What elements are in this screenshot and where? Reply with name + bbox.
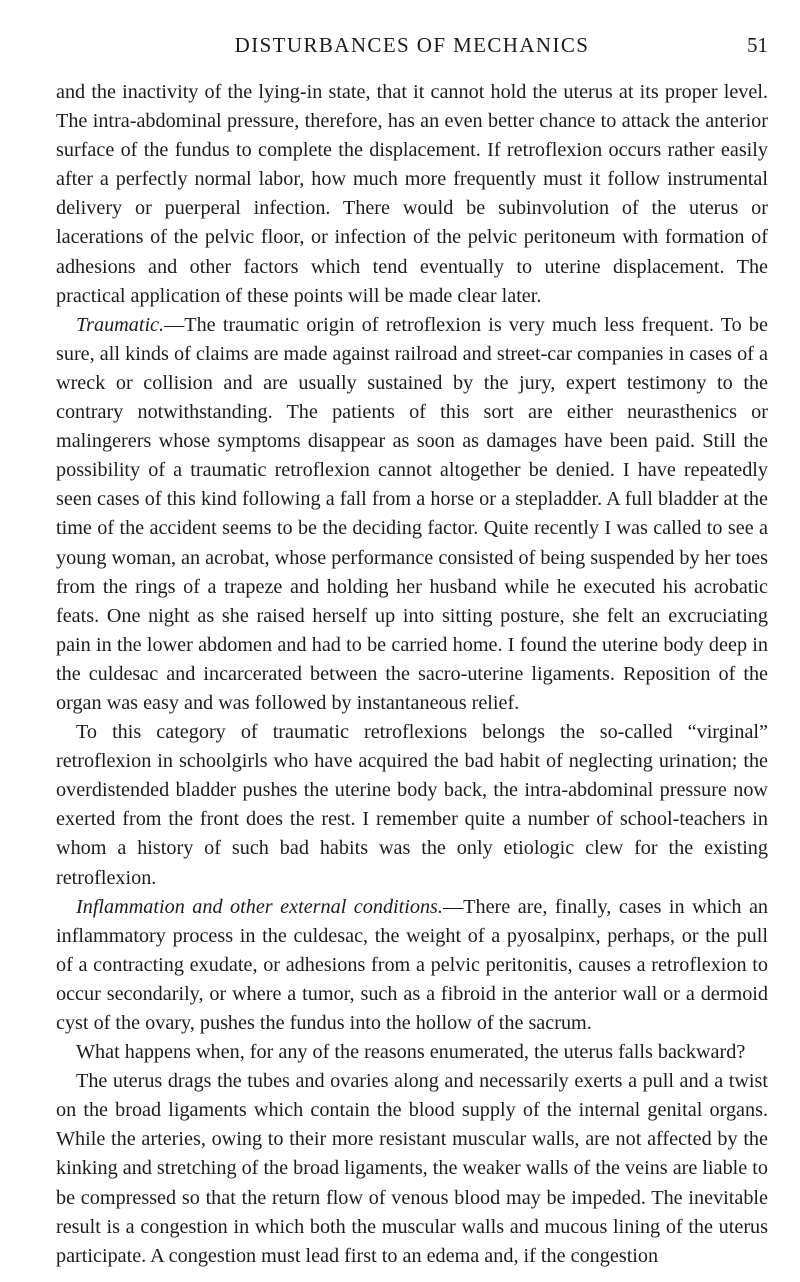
paragraph-text: and the inactivity of the lying-in state, that it cannot hold the uterus at its proper level. The intra-abdominal pressure, therefore, has an even better chance to attack the anterior surface of the fundus to complete the displacement. If retroflexion occurs rather easily after a perfectly normal labor, how much more frequently must it follow instrumental delivery or puerperal infection. There would be subinvolution of the uterus or lacerations of the pelvic floor, or infection of the pelvic peritoneum with formation of adhesions and other factors which tend eventually to uterine displacement. The practical application of these points will be made clear later. (56, 81, 768, 307)
book-page (56, 30, 768, 1271)
paragraph-text: —There are, finally, cases in which an inflammatory process in the culdesac, the weight of a pyosalpinx, perhaps, or the pull of a contracting exudate, or adhesions from a pelvic peritonitis, causes a retroflexion to occur secondarily, or where a tumor, such as a fibroid in the anterior wall or a dermoid cyst of the ovary, pushes the fundus into the hollow of the sacrum. (56, 895, 769, 1034)
paragraph-lying-in (56, 78, 768, 311)
paragraph-text: —The traumatic origin of retroflexion is very much less frequent. To be sure, all kinds of claims are made against railroad and street-car companies in cases of a wreck or collision and are usually sustained by the jury, expert testimony to the contrary notwithstanding. The patients of this sort are either neurasthenics or malingerers whose symptoms disappear as soon as damages have been paid. Still the possibility of a traumatic retroflexion cannot altogether be denied. I have repeatedly seen cases of this kind following a fall from a horse or a stepladder. A full bladder at the time of the accident seems to be the deciding factor. Quite recently I was called to see a young woman, an acrobat, whose performance consisted of being suspended by her toes from the rings of a trapeze and holding her husband while he executed his acrobatic feats. One night as she raised herself up into sitting posture, she felt an excruciating pain in the lower abdomen and had to be carried home. I found the uterine body deep in the culdesac and incarcerated between the sacro-uterine ligaments. Reposition of the organ was easy and was followed by instantaneous relief. (56, 313, 768, 714)
body-text (56, 78, 768, 1271)
paragraph-text: To this category of traumatic retroflexions belongs the so-called “virginal” retroflexion in schoolgirls who have acquired the bad habit of neglecting urination; the overdistended bladder pushes the uterine body back, the intra-abdominal pressure now exerted from the front does the rest. I remember quite a number of school-teachers in whom a history of such bad habits was the only etiologic clew for the existing retroflexion. (56, 721, 768, 889)
running-head: DISTURBANCES OF MECHANICS (234, 33, 590, 57)
paragraph-traumatic (56, 311, 768, 718)
paragraph-text: The uterus drags the tubes and ovaries along and necessarily exerts a pull and a twist on the broad ligaments which contain the blood supply of the internal genital organs. While the arteries, owing to their more resistant muscular walls, are not affected by the kinking and stretching of the broad ligaments, the weaker walls of the veins are liable to be compressed so that the return flow of venous blood may be impeded. The inevitable result is a congestion in which both the muscular walls and mucous lining of the uterus participate. A congestion must lead first to an edema and, if the congestion (56, 1070, 768, 1267)
section-heading-traumatic: Traumatic. (76, 313, 165, 336)
page-number: 51 (747, 33, 768, 57)
paragraph-virginal-retroflexion (56, 718, 768, 893)
paragraph-text: What happens when, for any of the reasons enumerated, the uterus falls backward? (76, 1041, 746, 1064)
section-heading-inflammation: Inflammation and other external conditions. (76, 895, 443, 918)
page-header (56, 30, 768, 64)
paragraph-inflammation (56, 893, 768, 1038)
paragraph-question (56, 1038, 768, 1067)
paragraph-congestion (56, 1067, 768, 1271)
